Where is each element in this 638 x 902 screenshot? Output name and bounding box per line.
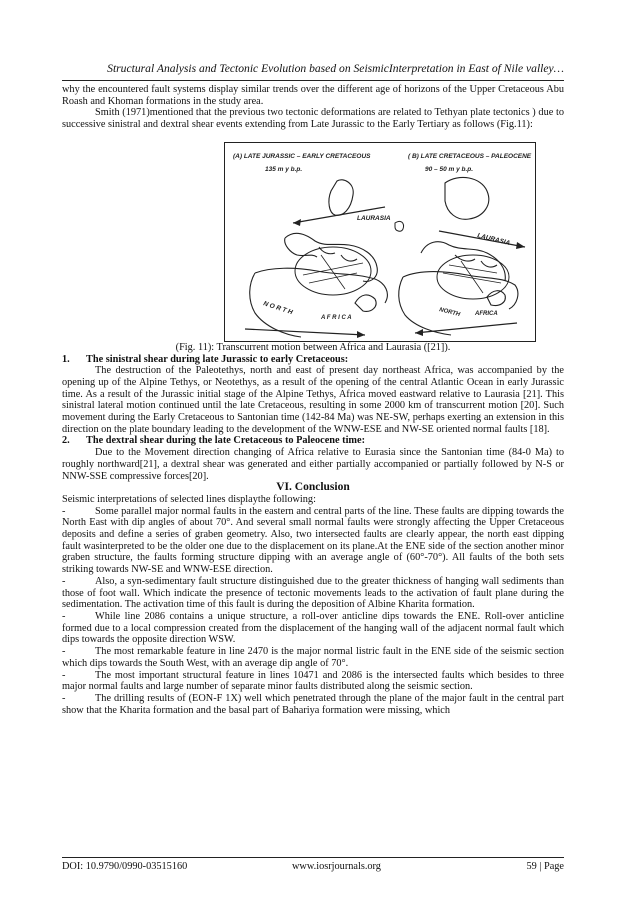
label-north-a: N O R T H (262, 300, 294, 317)
bullet-dash: - (62, 692, 66, 704)
conclusion-heading: VI. Conclusion (276, 481, 350, 494)
bullet-dash: - (62, 575, 66, 587)
conclusion-bullet (62, 576, 564, 611)
bullet-text: Also, a syn-sedimentary fault structure distinguished due to the greater thickness of hanging wall sediments than those of foot wall. Which indicate the presence of tectonic movements leads to the activation of fault plane during the sedimentation. The activation time of this fault is during the deposition of Albine Kharita formation. (62, 575, 564, 611)
section-1-paragraph: The destruction of the Paleotethys, north and east of present day northeast Africa, was accompanied by the opening up of the Alpine Tethys, or Neotethys, as a result of the opening of the central Atlantic Ocean in early Jurassic time. As a result of the Jurassic initial stage of the Alpine Tethys, Africa moved eastward relative to Laurasia [21]. This sinistral lateral motion continued until the late Cretaceous, resulting in some 2000 km of transcurrent motion [20]. Such movement during the Early Cretaceous to Santonian time (142-84 Ma) was NE-SW, perhaps exerting an extension in this direction on the plate boundary leading to the development of the WNW-ESE and NW-SE oriented normal faults [18]. (62, 365, 564, 435)
arrow-head-icon (415, 329, 423, 336)
footer-website: www.iosrjournals.org (292, 861, 381, 872)
section-1-number: 1. (62, 353, 70, 365)
body-text (62, 84, 564, 716)
panel-a-title: (A) LATE JURASSIC – EARLY CRETACEOUS (233, 152, 371, 160)
bullet-text: The most important structural feature in lines 10471 and 2086 is the intersected faults which besides to three major normal faults and large number of separate minor faults distributed along the seismic section. (62, 669, 564, 693)
conclusion-lead: Seismic interpretations of selected lines displaythe following: (62, 493, 316, 505)
conclusion-bullet (62, 693, 564, 716)
section-1-heading (62, 354, 564, 366)
panel-b-shear-lines (443, 261, 501, 293)
label-africa-b: AFRICA (475, 310, 498, 317)
figure-11-map (225, 143, 535, 341)
arrow-head-icon (357, 331, 365, 338)
section-1-title: The sinistral shear during late Jurassic to early Cretaceous: (86, 353, 349, 365)
bullet-text: Some parallel major normal faults in the eastern and central parts of the line. These faults are dipping towards the North East with dip angles of about 70°. And several small normal faults were strongly affecting the Upper Cretaceous deposits and define a series of graben geometry. Also, two intersected faults are clearly appear, the north east dipping fault wasinterpreted to be the older one due to the displacement on its plane.At the ENE side of the section another minor graben structure, the faults forming structure dipping with an average angle of (60°-70°). All faults of the both sets striking towards NW-SE and WNW-ESE direction. (62, 505, 564, 576)
panel-b-africa-arrow (415, 323, 517, 333)
panel-b-age: 90 – 50 m y b.p. (425, 165, 474, 173)
section-2-paragraph: Due to the Movement direction changing of Africa relative to Eurasia since the Santonian time (84-0 Ma) to roughly northward[21], a dextral shear was generated and either partially accompanied or partially followed by N-S or NNW-SSE compressive forces[20]. (62, 447, 564, 482)
arrow-head-icon (516, 242, 525, 249)
panel-b-shear-ellipse (437, 255, 509, 299)
panel-b-title: ( B) LATE CRETACEOUS – PALEOCENE (408, 152, 532, 160)
section-2-title: The dextral shear during the late Cretaceous to Paleocene time: (86, 435, 366, 447)
conclusion-bullet (62, 506, 564, 576)
bullet-dash: - (62, 505, 66, 517)
label-north-b: NORTH (438, 306, 461, 318)
bullet-text: The most remarkable feature in line 2470 is the major normal listric fault in the ENE side of the seismic section which dips towards the South West, with an average dip angle of 70°. (62, 646, 564, 669)
bullet-dash: - (62, 646, 66, 658)
panel-a-africa-arrow (245, 329, 365, 335)
label-africa-a: A F R I C A (321, 314, 352, 321)
bullet-text: While line 2086 contains a unique structure, a roll-over anticline dips towards the ENE. Roll-over anticline formed due to a local compression created from the displacement of the hanging wall of the adjacent normal fault which dips towards the opposite direction WSW. (62, 610, 564, 646)
figure-11 (224, 142, 536, 342)
section-2-number: 2. (62, 435, 70, 447)
intro-paragraph-1: why the encountered fault systems display similar trends over the different age of horizons of the Upper Cretaceous Abu Roash and Khoman formations in the study area. (62, 84, 564, 107)
panel-a-shear-ellipse (295, 247, 371, 295)
section-2-heading (62, 435, 564, 447)
footer-page-number: 59 | Page (526, 861, 564, 872)
footer-doi: DOI: 10.9790/0990-03515160 (62, 861, 188, 872)
figure-caption: (Fig. 11): Transcurrent motion between Africa and Laurasia ([21]). (175, 341, 451, 353)
footer-rule (62, 857, 564, 858)
conclusion-bullet (62, 670, 564, 693)
arrow-head-icon (293, 219, 301, 226)
label-laurasia-a: LAURASIA (357, 214, 391, 222)
label-laurasia-b: LAURASIA (476, 231, 511, 247)
header-rule (62, 80, 564, 81)
panel-a-age: 135 m y b.p. (265, 165, 303, 173)
conclusion-bullet (62, 646, 564, 669)
panel-a-landmass (250, 180, 388, 337)
island-shape (395, 221, 404, 231)
bullet-text: The drilling results of (EON-F 1X) well which penetrated through the plane of the major fault in the central part show that the Kharita formation and the basal part of Bahariya formation were missing, which (62, 692, 564, 716)
conclusion-bullet (62, 611, 564, 646)
bullet-dash: - (62, 610, 66, 622)
running-header: Structural Analysis and Tectonic Evolution based on SeismicInterpretation in East of Nile valley… (107, 62, 564, 75)
bullet-dash: - (62, 669, 66, 681)
intro-paragraph-2: Smith (1971)mentioned that the previous two tectonic deformations are related to Tethyan plate tectonics ) due to successive sinistral and dextral shear events extending from Late Jurassic to the Early Tertiary as follows (Fig.11): (62, 107, 564, 131)
